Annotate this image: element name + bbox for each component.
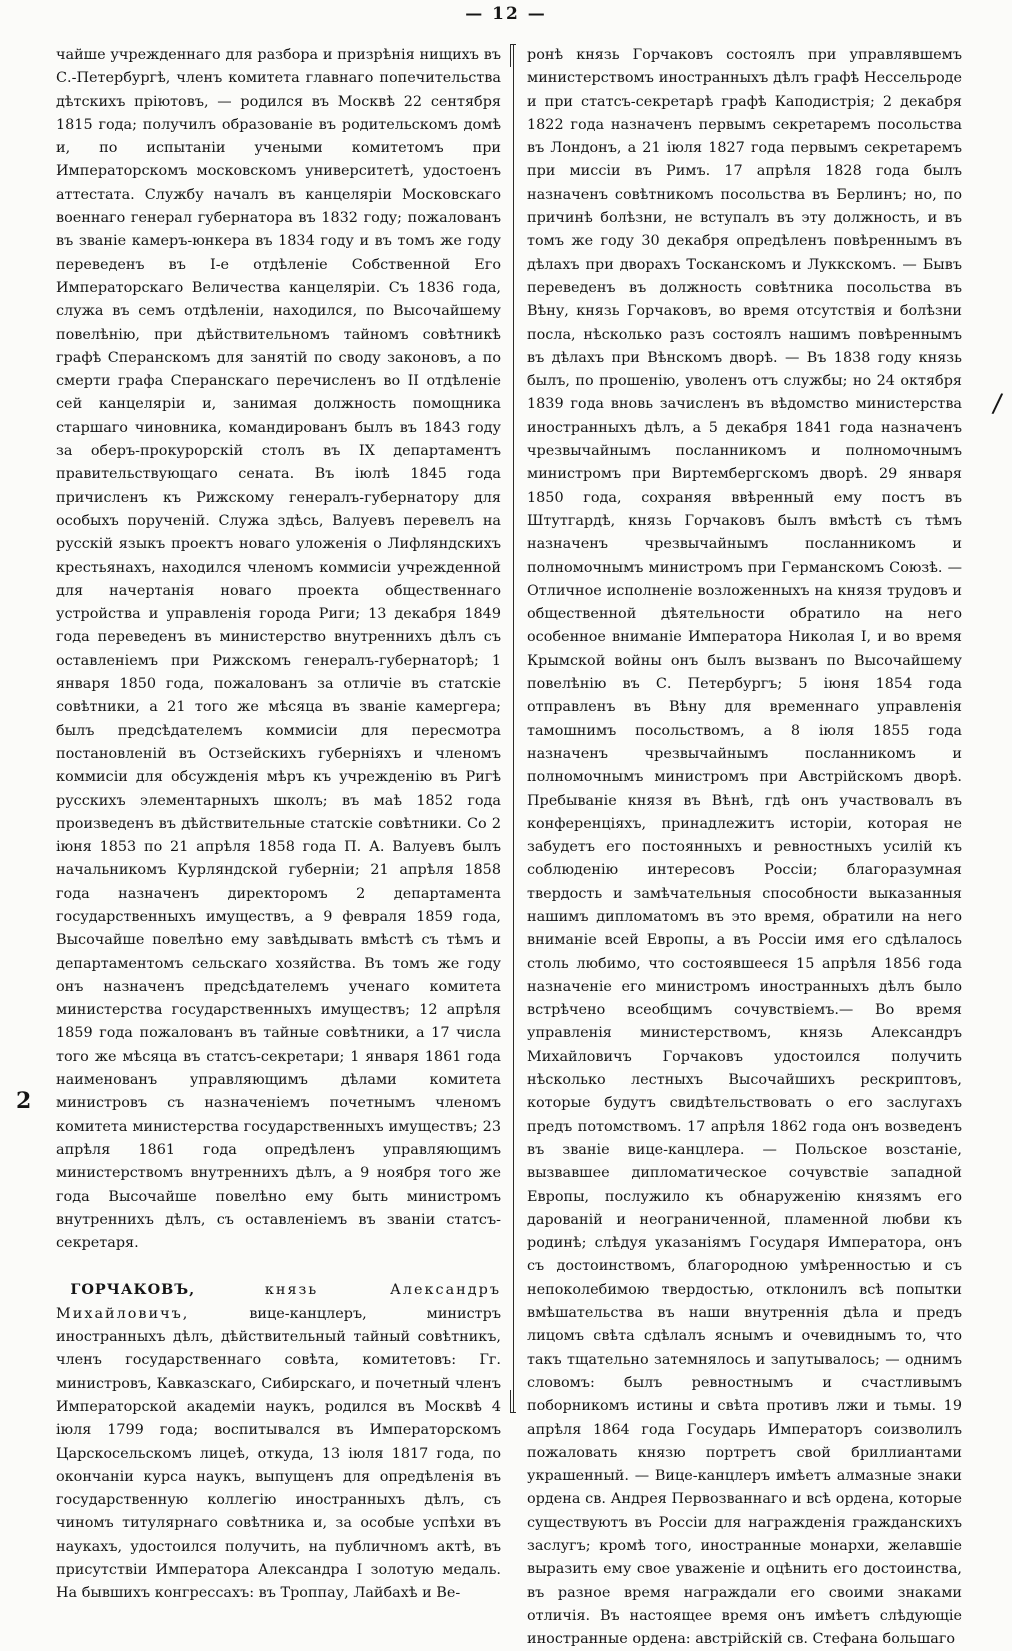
page-number: — 12 — [465,4,547,24]
paragraph-gap [56,1255,501,1278]
valuev-biography-text: чайше учрежденнаго для разбора и призрѣнія нищихъ въ С.-Петербургѣ, членъ комитета главнаго попечительства дѣтскихъ пріютовъ, — родился въ Москвѣ 22 сентября 1815 года; получилъ образованіе въ родительскомъ домѣ и, по испытаніи учеными комитетомъ при Императорскомъ московскомъ университетѣ, удостоенъ аттестата. Службу началъ въ канцеляріи Московскаго военнаго генерал губернатора въ 1832 году; пожалованъ въ званіе камеръ-юнкера въ 1834 году и въ томъ же году переведенъ въ I-е отдѣленіе Собственной Его Императорскаго Величества канцеляріи. Съ 1836 года, служа въ семъ отдѣленіи, находился, по Высочайшему повелѣнію, при дѣйствительномъ тайномъ совѣтникѣ графѣ Сперанскомъ для занятій по своду законовъ, а по смерти графа Сперанскаго перечисленъ во II отдѣленіе сей канцеляріи и, занимая должность помощника старшаго чиновника, командированъ былъ въ 1843 году за оберъ-прокурорскій столъ въ IX департаментъ правительствующаго сената. Въ іюлѣ 1845 года причисленъ къ Рижскому генералъ-губернатору для особыхъ порученій. Служа здѣсь, Валуевъ перевелъ на русскій языкъ проектъ новаго уложенія о Лифляндскихъ крестьянахъ, находился членомъ коммисіи учрежденной для начертанія новаго проекта общественнаго устройства и управленія города Риги; 13 декабря 1849 года переведенъ въ министерство внутреннихъ дѣлъ съ оставленіемъ при Рижскомъ генералъ-губернаторѣ; 1 января 1850 года, пожалованъ за отличіе въ статскіе совѣтники, а 21 того же мѣсяца въ званіе камергера; былъ предсѣдателемъ коммисіи для пересмотра постановленій въ Остзейскихъ губерніяхъ и членомъ коммисіи для обсужденія мѣръ къ учрежденію въ Ригѣ русскихъ элементарныхъ школъ; въ маѣ 1852 года произведенъ въ дѣйствительные статскіе совѣтники. Со 2 іюня 1853 по 21 апрѣля 1858 года П. А. Валуевъ былъ начальникомъ Курляндской губерніи; 21 апрѣля 1858 года назначенъ директоромъ 2 департамента государственныхъ имуществъ, а 9 февраля 1859 года, Высочайше повелѣно ему завѣдывать вмѣстѣ съ тѣмъ и департаментомъ сельскаго хозяйства. Въ томъ же году онъ назначенъ предсѣдателемъ ученаго комитета министерства государственныхъ имуществъ; 12 апрѣля 1859 года пожалованъ въ тайные совѣтники, а 17 числа того же мѣсяца въ статсъ-секретари; 1 января 1861 года наименованъ управляющимъ дѣлами комитета министровъ съ назначеніемъ почетнымъ членомъ комитета министерства государственныхъ имуществъ; 23 апрѣля 1861 года опредѣленъ управляющимъ министерствомъ внутреннихъ дѣлъ, а 9 ноября того же года Высочайше повелѣно ему быть министромъ внутреннихъ дѣлъ, съ оставленіемъ въ званіи статсъ-секретаря. [56,47,501,1252]
entry-heading: ГОРЧАКОВЪ, [70,1281,196,1299]
entry-heading-title: князь Александръ Михайловичъ, [56,1282,501,1322]
divider-bracket-bottom [510,1390,516,1413]
margin-pencil-mark: / [990,388,1004,420]
column-divider [513,44,514,1412]
gorchakov-biography-text: вице-канцлеръ, министръ иностранныхъ дѣлъ, дѣйствительный тайный совѣтникъ, членъ государственнаго совѣта, комитетовъ: Гг. министровъ, Кавказскаго, Сибирскаго, и почетный членъ Императорской академіи наукъ, родился въ Москвѣ 4 іюля 1799 года; воспитывался въ Императорскомъ Царскосельскомъ лицеѣ, откуда, 13 іюля 1817 года, по окончаніи курса наукъ, выпущенъ для опредѣленія въ государственную коллегію иностранныхъ дѣлъ, съ чиномъ титулярнаго совѣтника и, за особые успѣхи въ наукахъ, удостоился получить, на публичномъ актѣ, въ присутствіи Императора Александра I золотую медаль. На бывшихъ конгрессахъ: въ Троппау, Лайбахѣ и Ве- [56,1305,501,1602]
gorchakov-entry [56,1278,501,1605]
divider-bracket-top [510,44,516,67]
margin-annotation: 2 [16,1088,32,1114]
gorchakov-biography-continued: ронѣ князь Горчаковъ состоялъ при управлявшемъ министерствомъ иностранныхъ дѣлъ графѣ Нессельроде и при статсъ-секретарѣ графѣ Каподистрія; 2 декабря 1822 года назначенъ первымъ секретаремъ посольства въ Лондонъ, а 21 іюля 1827 года первымъ секретаремъ при миссіи въ Римъ. 17 апрѣля 1828 года былъ назначенъ совѣтникомъ посольства въ Берлинъ; но, по причинѣ болѣзни, не вступалъ въ эту должность, и въ томъ же году 30 декабря опредѣленъ повѣреннымъ въ дѣлахъ при дворахъ Тосканскомъ и Луккскомъ. — Бывъ переведенъ въ должность совѣтника посольства въ Вѣну, князь Горчаковъ, во время отсутствія и болѣзни посла, нѣсколько разъ состоялъ нашимъ повѣреннымъ въ дѣлахъ при Вѣнскомъ дворѣ. — Въ 1838 году князь былъ, по прошенію, уволенъ отъ службы; но 24 октября 1839 года вновь зачисленъ въ вѣдомство министерства иностранныхъ дѣлъ, а 5 декабря 1841 года назначенъ чрезвычайнымъ посланникомъ и полномочнымъ министромъ при Виртембергскомъ дворѣ. 29 января 1850 года, сохраняя ввѣренный ему постъ въ Штутгардѣ, князь Горчаковъ былъ вмѣстѣ съ тѣмъ назначенъ чрезвычайнымъ посланникомъ и полномочнымъ министромъ при Германскомъ Союзѣ. — Отличное исполненіе возложенныхъ на князя трудовъ и общественной дѣятельности обратило на него особенное вниманіе Императора Николая I, и во время Крымской войны онъ былъ вызванъ по Высочайшему повелѣнію въ С. Петербургъ; 5 іюня 1854 года отправленъ въ Вѣну для временнаго управленія тамошнимъ посольствомъ, а 8 іюля 1855 года назначенъ чрезвычайнымъ посланникомъ и полномочнымъ министромъ при Австрійскомъ дворѣ. Пребываніе князя въ Вѣнѣ, гдѣ онъ участвовалъ въ конференціяхъ, принадлежитъ исторіи, которая не забудетъ его постоянныхъ и ревностныхъ усилій къ соблюденію интересовъ Россіи; благоразумная твердость и замѣчательныя способности выказанныя нашимъ дипломатомъ въ это время, обратили на него вниманіе всей Европы, а въ Россіи имя его сдѣлалось столь любимо, что состоявшееся 15 апрѣля 1856 года назначеніе его министромъ иностранныхъ дѣлъ было встрѣчено всеобщимъ сочувствіемъ.— Во время управленія министерствомъ, князь Александръ Михайловичъ Горчаковъ удостоился получить нѣсколько лестныхъ Высочайшихъ рескриптовъ, которые будутъ свидѣтельствовать о его заслугахъ предъ потомствомъ. 17 апрѣля 1862 года онъ возведенъ въ званіе вице-канцлера. — Польское возстаніе, вызвавшее дипломатическое сочувствіе западной Европы, послужило къ обнаруженію князямъ его дарованій и неограниченной, пламенной любви къ родинѣ; слѣдуя указаніямъ Государя Императора, онъ съ достоинствомъ, благородною умѣренностью и съ непоколебимою твердостью, отклонилъ всѣ попытки вмѣшательства въ наши внутреннія дѣла и предъ лицомъ свѣта сдѣлалъ яснымъ и очевиднымъ то, что такъ тщательно затемнялось и запутывалось; — однимъ словомъ: былъ ревностнымъ и счастливымъ поборникомъ истины и свѣта противъ лжи и тьмы. 19 апрѣля 1864 года Государь Императоръ соизволилъ пожаловать князю портретъ свой бриллиантами украшенный. — Вице-канцлеръ имѣетъ алмазные знаки ордена св. Андрея Первозваннаго и всѣ ордена, которые существуютъ въ Россіи для награжденія гражданскихъ заслугъ; кромѣ того, иностранные монархи, желавшіе выразить ему свое уваженіе и оцѣнить его достоинства, въ разное время награждали его своими знаками отличія. Въ настоящее время онъ имѣетъ слѣдующіе иностранные ордена: австрійскій св. Стефана большаго [527,47,962,1648]
right-column [527,44,962,1651]
left-column [56,44,501,1606]
